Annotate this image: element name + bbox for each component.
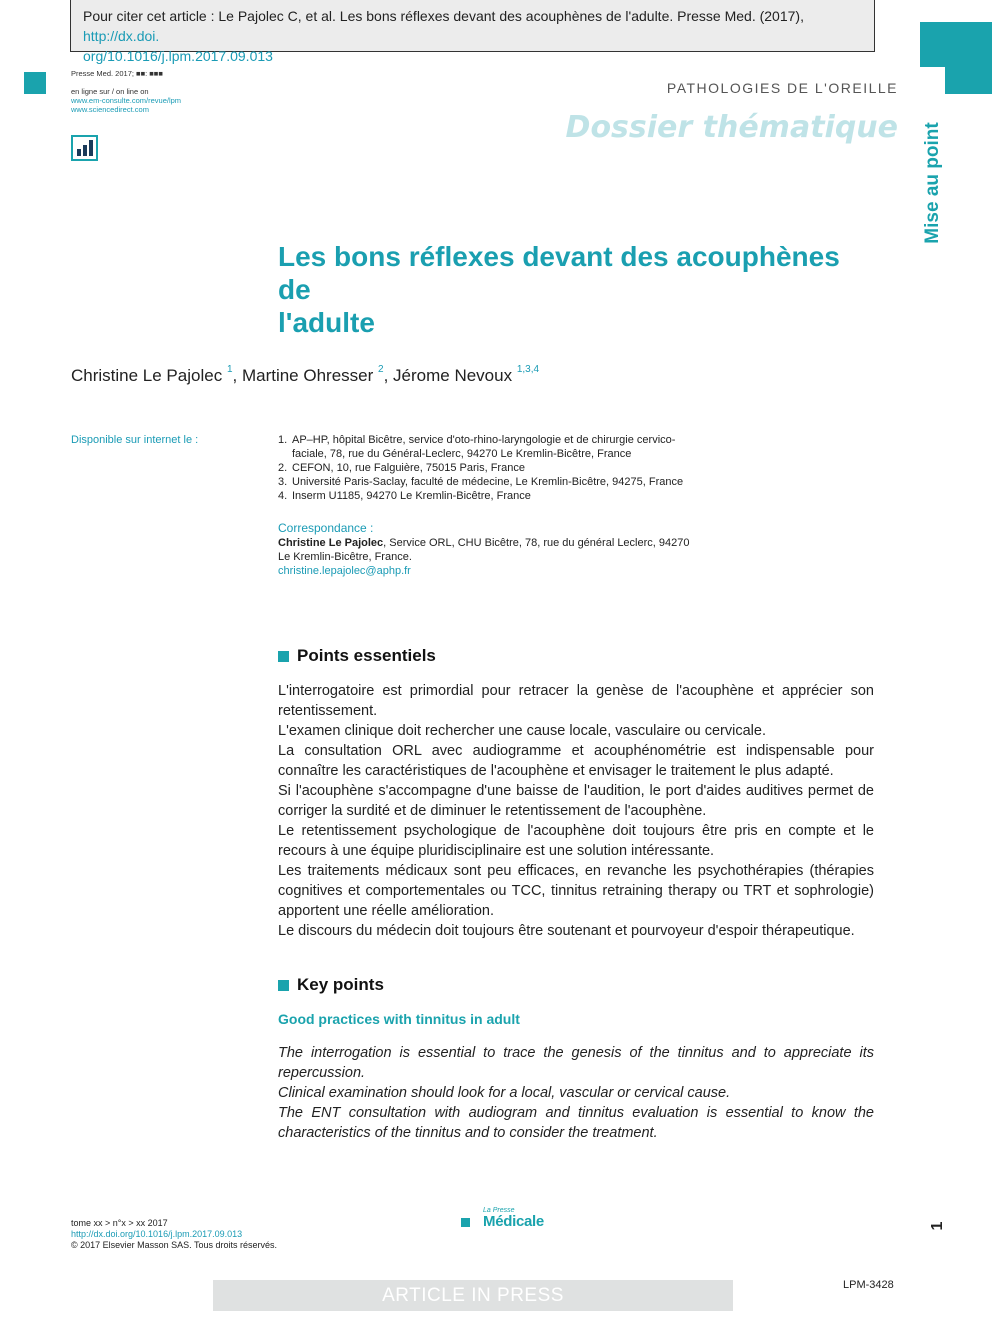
author-affiliation: 1 bbox=[226, 364, 233, 375]
author-affiliation: 2 bbox=[378, 364, 384, 375]
article-title: Les bons réflexes devant des acouphènes de l'adulte bbox=[278, 241, 840, 338]
em-consulte-link[interactable]: www.em-consulte.com/revue/lpm bbox=[71, 96, 182, 105]
author-name: Jérome Nevoux bbox=[393, 366, 513, 385]
list-item: 4. Inserm U1185, 94270 Le Kremlin-Bicêtre, France bbox=[278, 490, 531, 502]
author-name: Martine Ohresser bbox=[241, 366, 374, 385]
citation-doi-link-cont[interactable]: org/10.1016/j.lpm.2017.09.013 bbox=[83, 48, 273, 64]
journal-logo: La Presse Médicale bbox=[461, 1207, 561, 1231]
footer-doi-link[interactable]: http://dx.doi.org/10.1016/j.lpm.2017.09.013 bbox=[71, 1229, 243, 1239]
paragraph: Les traitements médicaux sont peu efficaces, en revanche les psychothérapies (thérapies cognitives et comportementales ou TCC, tinnitus retraining therapy ou TRT et sophrologie) apportent une réelle amélioration. bbox=[278, 863, 874, 919]
section-heading: PATHOLOGIES DE L'OREILLE bbox=[666, 80, 898, 96]
author-affiliation: 1,3,4 bbox=[516, 364, 540, 375]
author-list: Christine Le Pajolec $^1$, Martine Ohresser $^2$, Jérome Nevoux $^{1,3,4}$ bbox=[71, 364, 540, 385]
online-label: en ligne sur / on line on bbox=[71, 87, 149, 96]
correspondence-label: Correspondance : bbox=[278, 521, 374, 535]
paragraph: Clinical examination should look for a local, vascular or cervical cause. bbox=[278, 1085, 731, 1101]
list-item: 1. AP–HP, hôpital Bicêtre, service d'oto-rhino-laryngologie et de chirurgie cervico-faciale, 78, rue du Général-Leclerc, 94270 Le Kremlin-Bicêtre, France bbox=[278, 434, 676, 460]
author-name: Christine Le Pajolec bbox=[71, 366, 223, 385]
journal-reference: Presse Med. 2017; ■■: ■■■ bbox=[71, 69, 163, 78]
paragraph: L'examen clinique doit rechercher une cause locale, vasculaire ou cervicale. bbox=[278, 723, 766, 739]
teal-corner-block bbox=[24, 72, 46, 94]
affiliation-list bbox=[278, 433, 698, 503]
key-points-heading: Key points bbox=[278, 975, 384, 995]
journal-placeholder: ■■: ■■■ bbox=[136, 69, 163, 78]
square-bullet-icon bbox=[278, 651, 289, 662]
paragraph: L'interrogatoire est primordial pour retracer la genèse de l'acouphène et apprécier son retentissement. bbox=[278, 683, 874, 719]
issue-info: tome xx > n°x > xx 2017 bbox=[71, 1218, 168, 1228]
square-bullet-icon bbox=[278, 980, 289, 991]
paragraph: The ENT consultation with audiogram and tinnitus evaluation is essential to know the characteristics of the tinnitus and to consider the treatment. bbox=[278, 1105, 874, 1141]
footer-info bbox=[71, 1218, 277, 1251]
citation-doi-link[interactable]: http://dx.doi. bbox=[83, 28, 160, 44]
article-id: LPM-3428 bbox=[843, 1279, 894, 1291]
paragraph: La consultation ORL avec audiogramme et acouphénométrie est indispensable pour connaître les caractéristiques de l'acouphène et envisager le traitement le plus adapté. bbox=[278, 743, 874, 779]
logo-square-icon bbox=[461, 1218, 470, 1227]
paragraph: Le discours du médecin doit toujours être soutenant et pourvoyeur d'espoir thérapeutique. bbox=[278, 923, 855, 939]
paragraph: Si l'acouphène s'accompagne d'une baisse de l'audition, le port d'aides auditives permet de corriger la surdité et de diminuer le retentissement de l'acouphène. bbox=[278, 783, 874, 819]
dossier-label: Dossier thématique bbox=[565, 110, 898, 145]
article-in-press-banner: ARTICLE IN PRESS bbox=[213, 1280, 733, 1311]
teal-tab-cutout bbox=[920, 67, 945, 94]
paragraph: Le retentissement psychologique de l'acouphène doit toujours être pris en compte et le recours à une équipe pluridisciplinaire est une solution intéressante. bbox=[278, 823, 874, 859]
correspondence-name: Christine Le Pajolec bbox=[278, 537, 384, 549]
page-number: 1 bbox=[929, 1221, 946, 1231]
citation-box bbox=[70, 0, 875, 64]
copyright: © 2017 Elsevier Masson SAS. Tous droits réservés. bbox=[71, 1240, 278, 1250]
vertical-label: Mise au point bbox=[922, 122, 943, 244]
online-available-label: Disponible sur internet le : bbox=[71, 434, 199, 446]
key-points-body bbox=[278, 1043, 874, 1143]
points-essentiels-body bbox=[278, 681, 874, 941]
citation-text: Pour citer cet article : Le Pajolec C, et al. Les bons réflexes devant des acouphènes de l'adulte. Presse Med. (2017), bbox=[83, 8, 804, 24]
online-links bbox=[71, 87, 181, 114]
key-points-subtitle: Good practices with tinnitus in adult bbox=[278, 1011, 520, 1027]
correspondence-email[interactable]: christine.lepajolec@aphp.fr bbox=[278, 565, 411, 577]
points-essentiels-heading: Points essentiels bbox=[278, 646, 436, 666]
list-item: 2. CEFON, 10, rue Falguière, 75015 Paris, France bbox=[278, 462, 525, 474]
bar-chart-icon[interactable] bbox=[71, 135, 98, 161]
paragraph: The interrogation is essential to trace the genesis of the tinnitus and to appreciate its repercussion. bbox=[278, 1045, 874, 1081]
correspondence-address: Christine Le Pajolec, Service ORL, CHU Bicêtre, 78, rue du général Leclerc, 94270 Le Kremlin-Bicêtre, France. bbox=[278, 537, 690, 563]
list-item: 3. Université Paris-Saclay, faculté de médecine, Le Kremlin-Bicêtre, 94275, France bbox=[278, 476, 684, 488]
sciencedirect-link[interactable]: www.sciencedirect.com bbox=[71, 105, 149, 114]
